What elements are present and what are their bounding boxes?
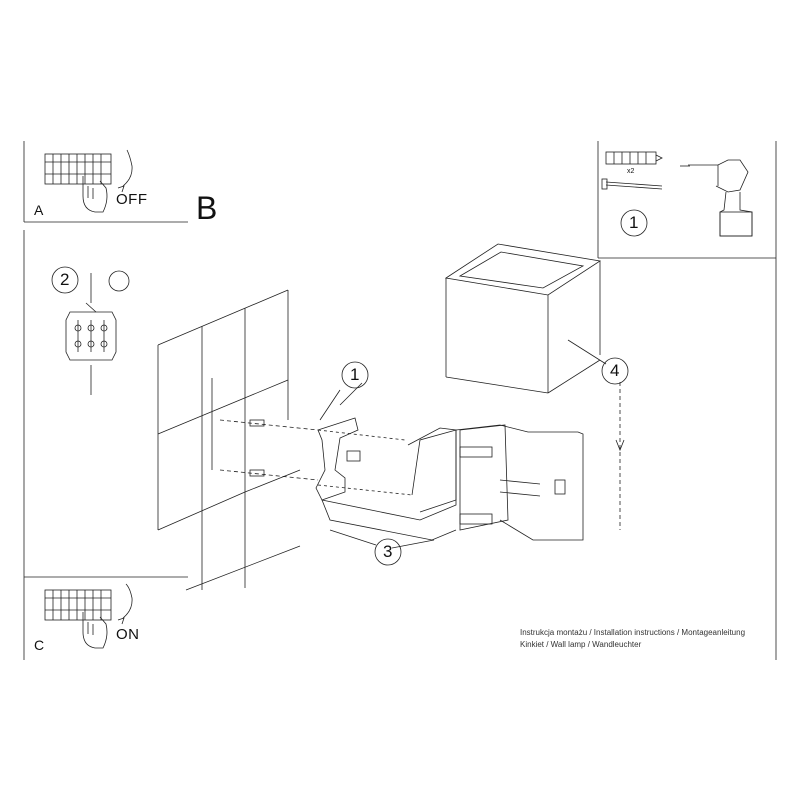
panel-c-frame (24, 577, 188, 660)
step-a-letter: A (34, 202, 44, 218)
screw-icon (220, 420, 412, 495)
footer-line-1: Instrukcja montażu / Installation instructions / Montageanleitung (520, 628, 746, 637)
lamp-cover-box (446, 244, 600, 393)
tools-quantity: x2 (627, 168, 635, 175)
wall-tile-grid (158, 290, 300, 590)
wall-plug-icon (606, 152, 662, 164)
tools-inset-frame (598, 141, 776, 660)
mounting-bracket (316, 390, 360, 500)
callout-2: 2 (60, 270, 70, 289)
terminal-block-icon (66, 271, 129, 395)
step-a-state: OFF (116, 191, 148, 208)
screw-icon (602, 179, 662, 189)
callout-3: 3 (383, 542, 393, 561)
breaker-panel-icon (45, 154, 111, 184)
breaker-panel-icon (45, 590, 111, 620)
callout-1: 1 (350, 365, 360, 384)
step-b-letter: B (196, 190, 218, 226)
drill-icon (680, 160, 752, 236)
callout-4: 4 (610, 361, 620, 380)
footer-line-2: Kinkiet / Wall lamp / Wandleuchter (520, 640, 642, 649)
callout-tools: 1 (629, 213, 639, 232)
lamp-body (322, 425, 583, 540)
step-c-letter: C (34, 637, 45, 653)
panel-a-frame (24, 141, 188, 222)
step-c-state: ON (116, 626, 140, 643)
callout-leaders (330, 340, 624, 548)
